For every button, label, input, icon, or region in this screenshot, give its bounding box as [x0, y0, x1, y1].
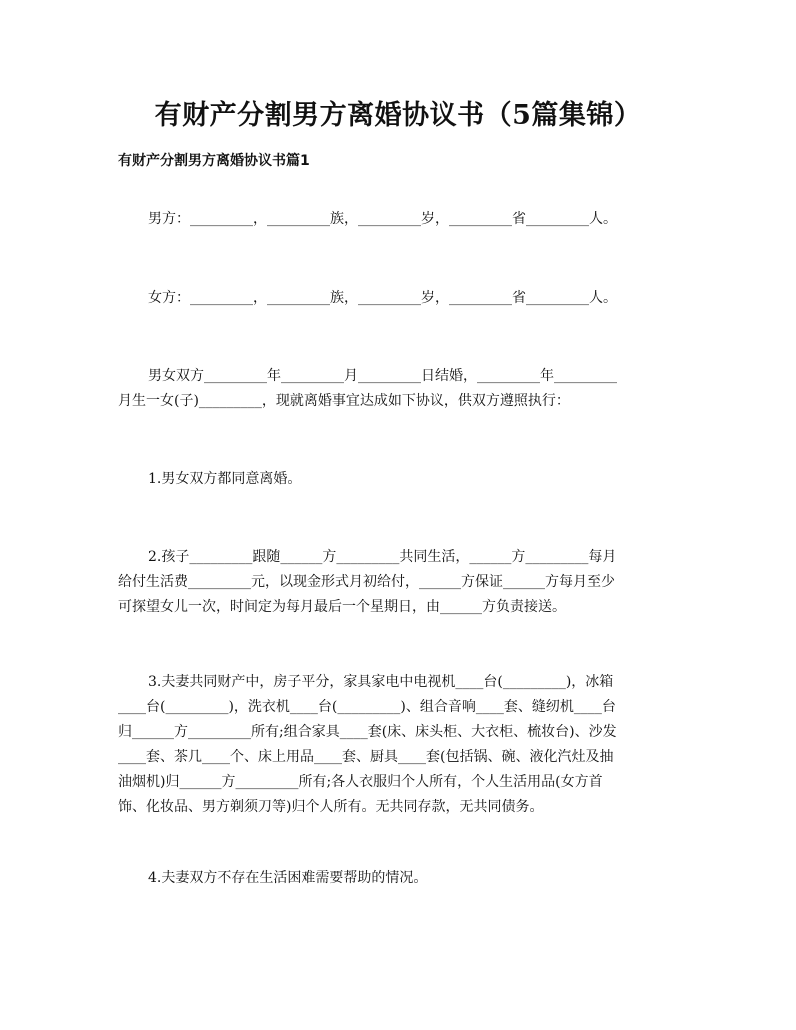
paragraph-line: 月生一女(子)_________，现就离婚事宜达成如下协议，供双方遵照执行： [118, 393, 570, 409]
clause-4-paragraph [118, 866, 678, 891]
document-title: 有财产分割男方离婚协议书（5篇集锦） [154, 100, 642, 131]
paragraph-line: 2.孩子_________跟随______方_________共同生活，______方_________每月 [148, 549, 617, 565]
paragraph-line: 可探望女儿一次，时间定为每月最后一个星期日，由______方负责接送。 [118, 599, 566, 615]
paragraph-line: 归______方_________所有;组合家具____套(床、床头柜、大衣柜、梳妆台)、沙发 [118, 724, 617, 740]
paragraph-line: ____套、茶几____个、床上用品____套、厨具____套(包括锅、碗、液化汽灶及抽 [118, 749, 614, 765]
clause-2-paragraph [118, 545, 678, 620]
male-party-paragraph [118, 207, 678, 232]
paragraph-line: 男女双方_________年_________月_________日结婚，_________年_________ [148, 368, 617, 384]
paragraph-line: 3.夫妻共同财产中，房子平分，家具家电中电视机____台(_________)，冰箱 [148, 674, 614, 690]
clause-1-paragraph [118, 467, 678, 492]
marriage-info-paragraph [118, 364, 678, 414]
paragraph-line: 饰、化妆品、男方剃须刀等)归个人所有。无共同存款，无共同债务。 [118, 799, 544, 815]
section-heading: 有财产分割男方离婚协议书篇1 [118, 153, 310, 169]
paragraph-line: 1.男女双方都同意离婚。 [148, 471, 302, 487]
paragraph-line: 4.夫妻双方不存在生活困难需要帮助的情况。 [148, 870, 428, 886]
female-party-paragraph [118, 286, 678, 311]
paragraph-line: 女方：_________，_________族，_________岁，_________省_________人。 [148, 290, 617, 306]
clause-3-paragraph [118, 670, 678, 820]
paragraph-line: ____台(_________)，洗衣机____台(_________)、组合音响____套、缝纫机____台 [118, 699, 616, 715]
paragraph-line: 油烟机)归______方_________所有;各人衣服归个人所有，个人生活用品(女方首 [118, 774, 603, 790]
paragraph-line: 给付生活费_________元，以现金形式月初给付，______方保证______方每月至少 [118, 574, 615, 590]
paragraph-line: 男方：_________，_________族，_________岁，_________省_________人。 [148, 211, 617, 227]
